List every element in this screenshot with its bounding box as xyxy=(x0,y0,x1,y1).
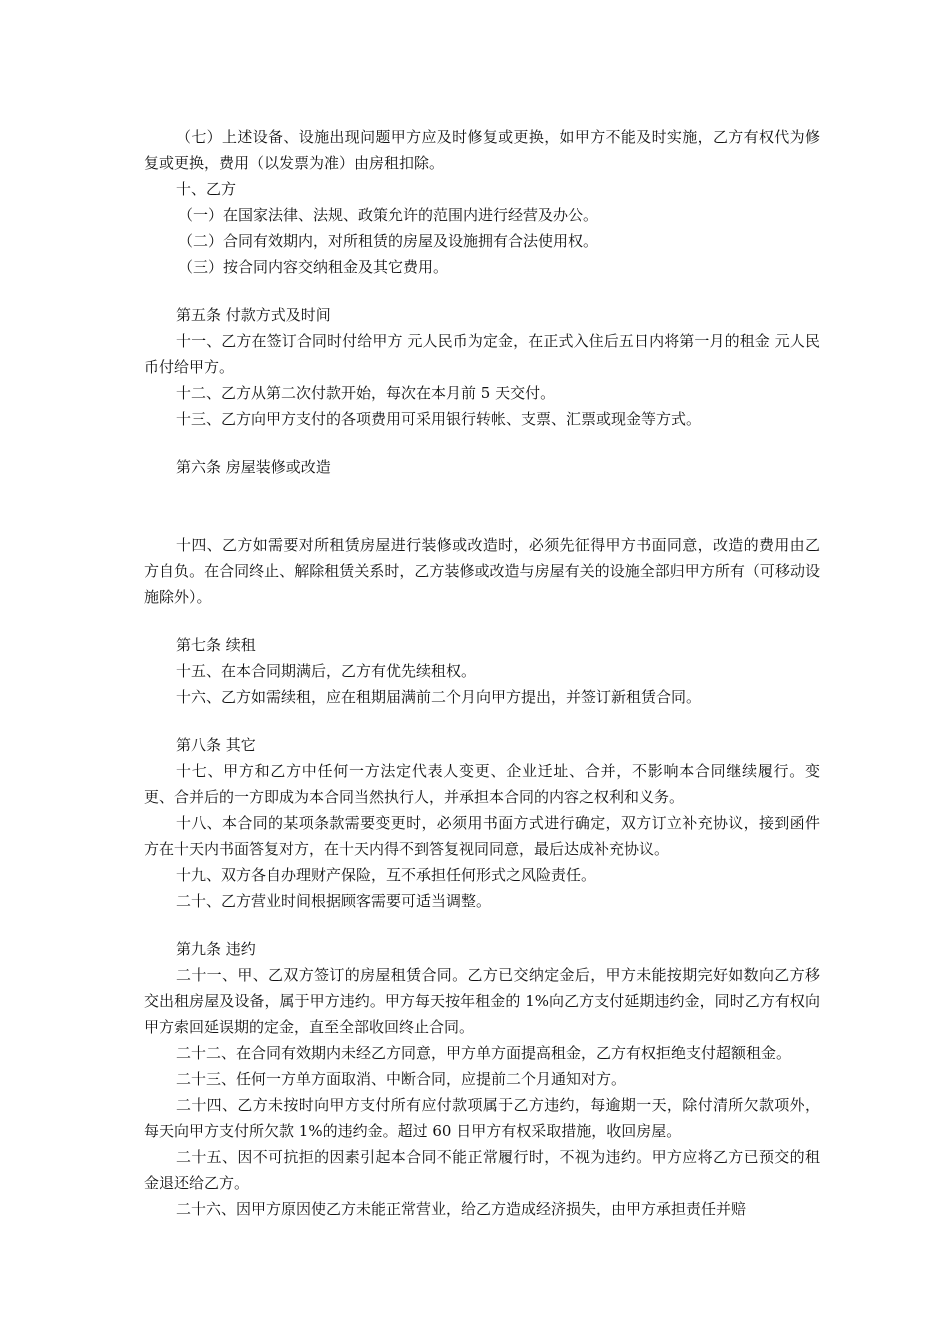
paragraph: （一）在国家法律、法规、政策允许的范围内进行经营及办公。 xyxy=(178,206,599,224)
paragraph: 十七、甲方和乙方中任何一方法定代表人变更、企业迁址、合并，不影响本合同继续履行。变更、合并后的一方即成为本合同当然执行人，并承担本合同的内容之权利和义务。 xyxy=(144,762,820,806)
spacer xyxy=(144,480,820,532)
paragraph: 十九、双方各自办理财产保险，互不承担任何形式之风险责任。 xyxy=(176,866,597,884)
spacer xyxy=(144,432,820,454)
section-heading: 第八条 其它 xyxy=(176,736,256,754)
paragraph: （三）按合同内容交纳租金及其它费用。 xyxy=(178,258,449,276)
spacer xyxy=(144,710,820,732)
section-heading: 第九条 违约 xyxy=(176,940,256,958)
paragraph: 二十四、乙方未按时向甲方支付所有应付款项属于乙方违约，每逾期一天，除付清所欠款项外，每天向甲方支付所欠款 1%的违约金。超过 60 日甲方有权采取措施，收回房屋。 xyxy=(144,1096,820,1140)
paragraph: 十一、乙方在签订合同时付给甲方 元人民币为定金，在正式入住后五日内将第一月的租金 元人民币付给甲方。 xyxy=(144,332,820,376)
paragraph: （二）合同有效期内，对所租赁的房屋及设施拥有合法使用权。 xyxy=(178,232,599,250)
paragraph: 十四、乙方如需要对所租赁房屋进行装修或改造时，必须先征得甲方书面同意，改造的费用由乙方自负。在合同终止、解除租赁关系时，乙方装修或改造与房屋有关的设施全部归甲方所有（可移动设施除外）。 xyxy=(144,536,820,606)
paragraph: 二十六、因甲方原因使乙方未能正常营业，给乙方造成经济损失，由甲方承担责任并赔 xyxy=(176,1200,747,1218)
section-heading: 第七条 续租 xyxy=(176,636,256,654)
section-heading: 第六条 房屋装修或改造 xyxy=(176,458,331,476)
paragraph: 二十三、任何一方单方面取消、中断合同，应提前二个月通知对方。 xyxy=(176,1070,627,1088)
paragraph: 二十二、在合同有效期内未经乙方同意，甲方单方面提高租金，乙方有权拒绝支付超额租金。 xyxy=(176,1044,792,1062)
spacer xyxy=(144,610,820,632)
paragraph: 二十一、甲、乙双方签订的房屋租赁合同。乙方已交纳定金后，甲方未能按期完好如数向乙方移交出租房屋及设备，属于甲方违约。甲方每天按年租金的 1%向乙方支付延期违约金，同时乙方有权向甲方索回延误期的定金，直至全部收回终止合同。 xyxy=(144,966,820,1036)
paragraph: 二十五、因不可抗拒的因素引起本合同不能正常履行时，不视为违约。甲方应将乙方已预交的租金退还给乙方。 xyxy=(144,1148,820,1192)
spacer xyxy=(144,914,820,936)
section-heading: 第五条 付款方式及时间 xyxy=(176,306,331,324)
paragraph: 十六、乙方如需续租，应在租期届满前二个月向甲方提出，并签订新租赁合同。 xyxy=(176,688,702,706)
paragraph: 十五、在本合同期满后，乙方有优先续租权。 xyxy=(176,662,477,680)
paragraph: 二十、乙方营业时间根据顾客需要可适当调整。 xyxy=(176,892,492,910)
paragraph: 十三、乙方向甲方支付的各项费用可采用银行转帐、支票、汇票或现金等方式。 xyxy=(176,410,702,428)
paragraph: 十八、本合同的某项条款需要变更时，必须用书面方式进行确定，双方订立补充协议，接到函件方在十天内书面答复对方，在十天内得不到答复视同同意，最后达成补充协议。 xyxy=(144,814,820,858)
paragraph: 十、乙方 xyxy=(176,180,237,198)
paragraph: 十二、乙方从第二次付款开始，每次在本月前 5 天交付。 xyxy=(176,384,556,402)
document-body xyxy=(144,124,820,1222)
paragraph: （七）上述设备、设施出现问题甲方应及时修复或更换，如甲方不能及时实施，乙方有权代为修复或更换，费用（以发票为准）由房租扣除。 xyxy=(144,128,820,172)
spacer xyxy=(144,280,820,302)
